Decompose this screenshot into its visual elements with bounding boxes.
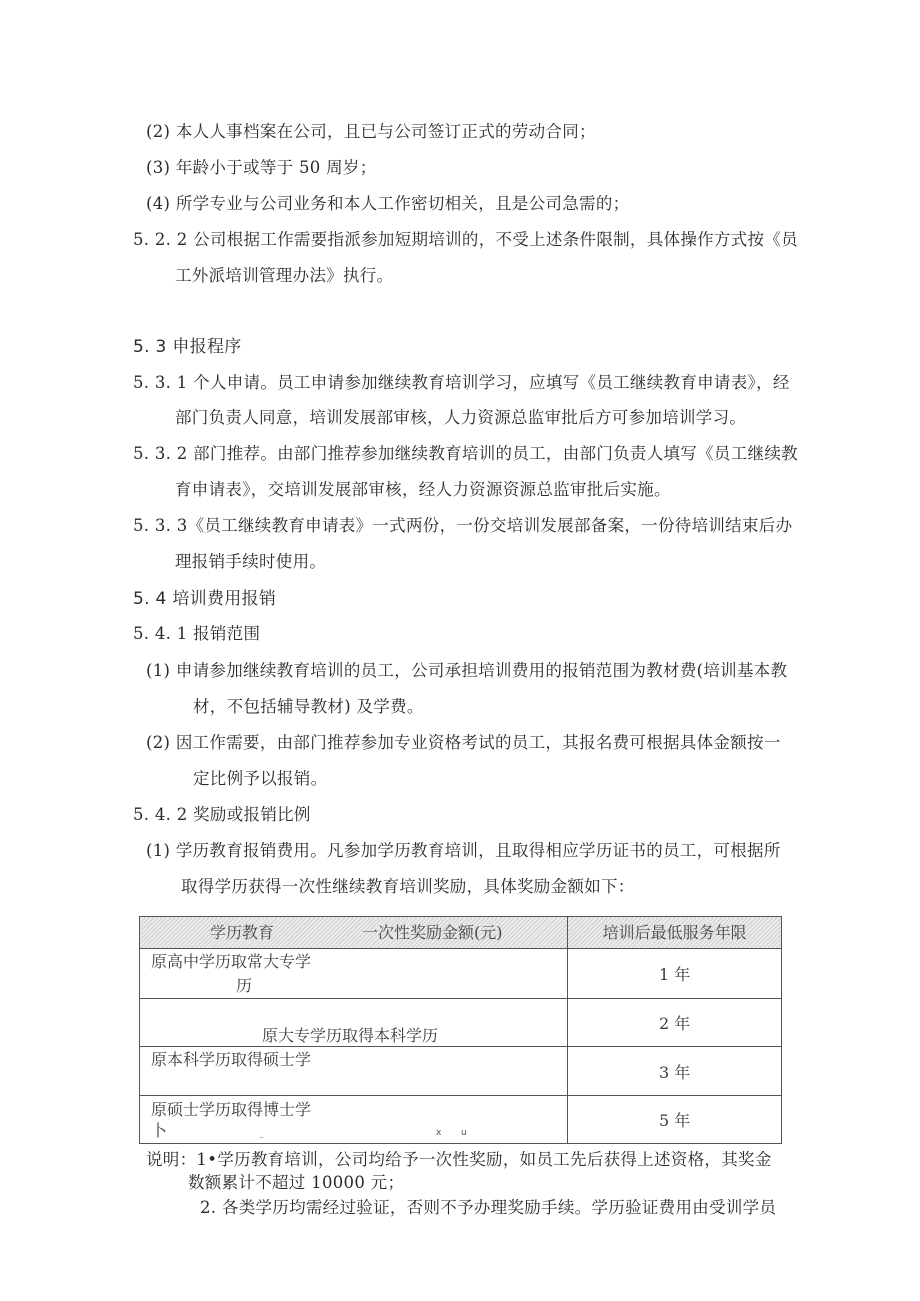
education-text: 原本科学历取得硕士学 [151,1050,312,1069]
note-line: 2. 各类学历均需经过验证，否则不予办理奖励手续。学历验证费用由受训学员 [200,1198,777,1217]
education-cell [140,999,568,1047]
clause-line: 定比例予以报销。 [193,769,328,788]
clause-line: 5. 4. 2 奖励或报销比例 [133,805,311,824]
education-text: 原大专学历取得本科学历 [262,1026,439,1045]
clause-line: 5. 3. 1 个人申请。员工申请参加继续教育培训学习，应填写《员工继续教育申请表》，经 [133,373,790,392]
clause-line: (1) 申请参加继续教育培训的员工，公司承担培训费用的报销范围为教材费(培训基本教 [146,661,788,680]
clause-line: 理报销手续时使用。 [175,552,327,571]
years-cell: 3 年 [568,1047,782,1096]
clause-line: (4) 所学专业与公司业务和本人工作密切相关，且是公司急需的； [146,194,630,213]
clause-line: 部门负责人同意，培训发展部审核，人力资源总监审批后方可参加培训学习。 [175,408,747,427]
education-cell [140,949,568,999]
header-education: 学历教育 [210,923,275,942]
clause-line: 育申请表》，交培训发展部审核，经人力资源资源总监审批后实施。 [175,480,671,499]
header-reward: 一次性奖励金额(元) [362,923,503,942]
clause-line: 取得学历获得一次性继续教育培训奖励，具体奖励金额如下： [181,877,635,896]
education-text: 原硕士学历取得博士学 [151,1100,312,1119]
clause-line: (1) 学历教育报销费用。凡参加学历教育培训，且取得相应学历证书的员工，可根据所 [146,841,781,860]
education-text-cont: 历 [236,976,253,995]
education-text: 原高中学历取常大专学 [151,952,312,971]
note-line: 说明：1•学历教育培训，公司均给予一次性奖励，如员工先后获得上述资格，其奖金 [146,1150,772,1169]
table-header-row [140,917,782,949]
years-cell: 2 年 [568,999,782,1047]
clause-line: 5. 3. 3《员工继续教育申请表》一式两份，一份交培训发展部备案，一份待培训结束后办 [133,516,793,535]
clause-line: (2) 因工作需要，由部门推荐参加专业资格考试的员工，其报名费可根据具体金额按一 [146,733,781,752]
clause-line: 工外派培训管理办法》执行。 [175,266,394,285]
education-text-cont: 卜 [151,1121,168,1140]
clause-line: 材，不包括辅导教材) 及学费。 [193,697,424,716]
reward-table [139,916,782,1144]
header-years: 培训后最低服务年限 [568,917,782,949]
education-cell [140,1096,568,1144]
table-row [140,949,782,999]
table-row [140,1096,782,1144]
clause-line: 5. 4. 1 报销范围 [133,624,261,643]
years-cell: 5 年 [568,1096,782,1144]
section-heading: 5. 4 培训费用报销 [133,589,277,609]
table-row [140,999,782,1047]
note-line: 数额累计不超过 10000 元； [188,1173,405,1192]
years-cell: 1 年 [568,949,782,999]
scan-artifact: x [436,1128,442,1138]
clause-line: (3) 年龄小于或等于 50 周岁； [146,158,377,177]
header-cell [140,917,568,949]
section-heading: 5. 3 申报程序 [133,337,242,357]
scan-artifact: ﹣ [257,1133,267,1143]
clause-line: (2) 本人人事档案在公司，且已与公司签订正式的劳动合同； [146,122,596,141]
table-row [140,1047,782,1096]
education-cell [140,1047,568,1096]
clause-line: 5. 2. 2 公司根据工作需要指派参加短期培训的，不受上述条件限制，具体操作方式按《员 [133,230,798,249]
scan-artifact: u [461,1128,467,1138]
clause-line: 5. 3. 2 部门推荐。由部门推荐参加继续教育培训的员工，由部门负责人填写《员工继续教 [133,444,798,463]
